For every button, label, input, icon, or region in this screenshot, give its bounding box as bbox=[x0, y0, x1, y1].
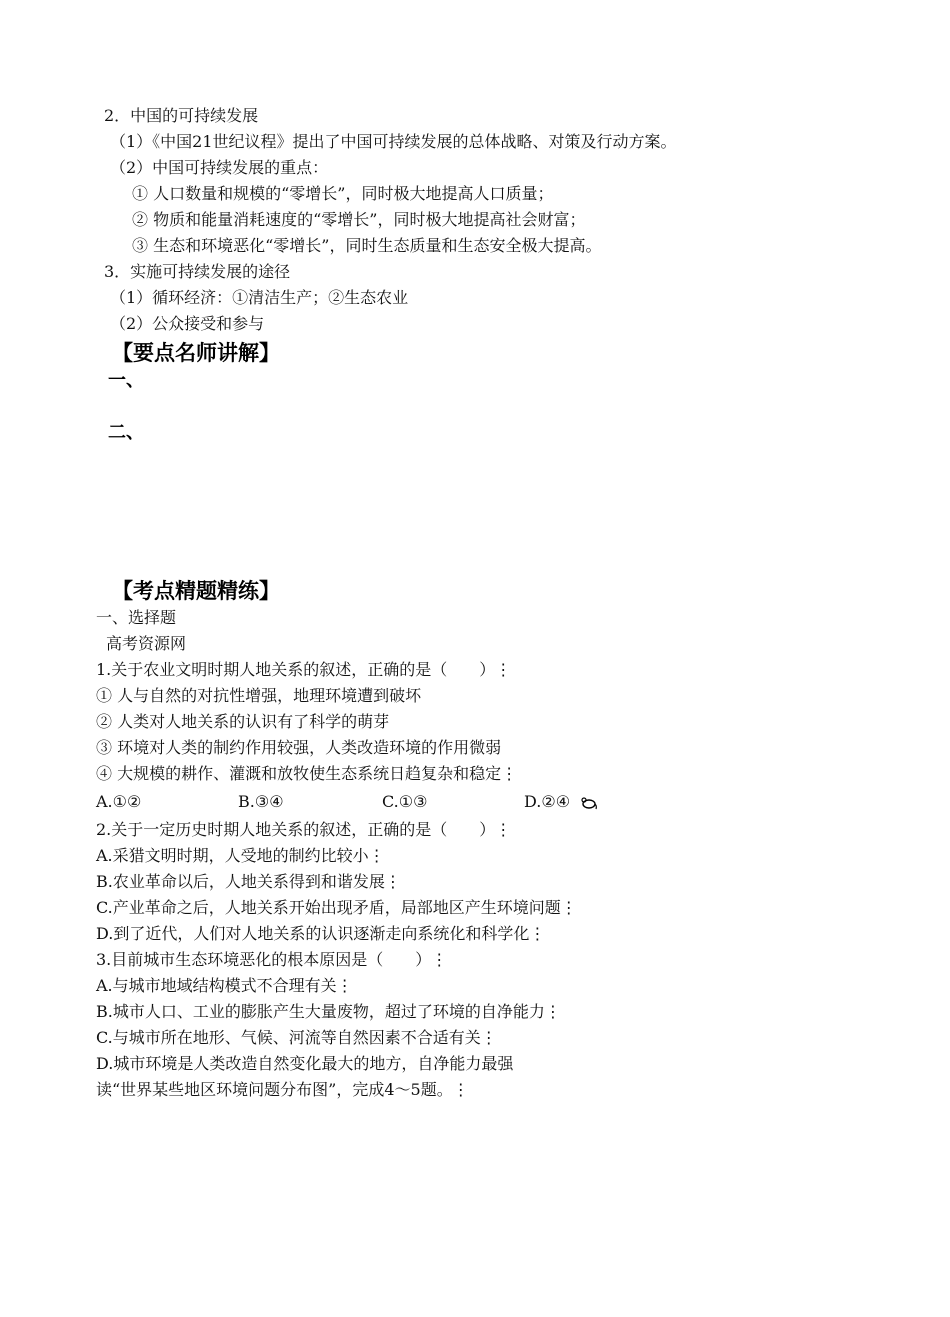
q1-statement3: ③ 环境对人类的制约作用较强，人类改造环境的作用微弱 bbox=[96, 738, 502, 757]
s2-point3: ③ 生态和环境恶化“零增长”，同时生态质量和生态安全极大提高。 bbox=[132, 236, 602, 255]
q3-option-a: A.与城市地域结构模式不合理有关⋮ bbox=[96, 976, 353, 995]
s2-point2: ② 物质和能量消耗速度的“零增长”，同时极大地提高社会财富； bbox=[132, 210, 586, 229]
q2-stem: 2.关于一定历史时期人地关系的叙述，正确的是（ ）⋮ bbox=[96, 820, 512, 839]
q2-option-a: A.采猎文明时期，人受地的制约比较小⋮ bbox=[96, 846, 385, 865]
source-label: 高考资源网 bbox=[106, 634, 187, 653]
marker: ⋮ bbox=[544, 1002, 561, 1021]
q1-option-a: A.①② bbox=[96, 792, 142, 811]
s2-item2: （2）中国可持续发展的重点： bbox=[110, 158, 329, 177]
q1-option-c: C.①③ bbox=[382, 792, 428, 811]
s3-item2: （2）公众接受和参与 bbox=[110, 314, 265, 333]
practice-section-title: 一、选择题 bbox=[96, 608, 177, 627]
marker: ⋮ bbox=[495, 660, 512, 679]
q3-option-c: C.与城市所在地形、气候、河流等自然因素不合适有关⋮ bbox=[96, 1028, 497, 1047]
marker: ⋮ bbox=[452, 1080, 469, 1099]
marker: ⋮ bbox=[336, 976, 353, 995]
marker: ⋮ bbox=[495, 820, 512, 839]
section2-title: 2．中国的可持续发展 bbox=[104, 106, 259, 125]
mouse-logo-icon bbox=[580, 796, 598, 810]
s3-item1: （1）循环经济：①清洁生产；②生态农业 bbox=[110, 288, 409, 307]
q1-statement1: ① 人与自然的对抗性增强，地理环境遭到破坏 bbox=[96, 686, 422, 705]
lecture-part1: 一、 bbox=[108, 370, 144, 391]
marker: ⋮ bbox=[431, 950, 448, 969]
q1-option-d: D.②④ bbox=[524, 792, 571, 811]
marker: ⋮ bbox=[384, 872, 401, 891]
practice-heading: 【考点精题精练】 bbox=[112, 579, 280, 603]
s2-point1: ① 人口数量和规模的“零增长”，同时极大地提高人口质量； bbox=[132, 184, 554, 203]
lecture-heading: 【要点名师讲解】 bbox=[112, 341, 280, 365]
q3-option-b: B.城市人口、工业的膨胀产生大量废物，超过了环境的自净能力⋮ bbox=[96, 1002, 561, 1021]
q1-statement4: ④ 大规模的耕作、灌溉和放牧使生态系统日趋复杂和稳定⋮ bbox=[96, 764, 518, 783]
reading-prompt: 读“世界某些地区环境问题分布图”，完成4～5题。⋮ bbox=[96, 1080, 469, 1099]
q1-stem: 1.关于农业文明时期人地关系的叙述，正确的是（ ）⋮ bbox=[96, 660, 512, 679]
q3-stem: 3.目前城市生态环境恶化的根本原因是（ ）⋮ bbox=[96, 950, 448, 969]
q1-option-b: B.③④ bbox=[238, 792, 284, 811]
q3-option-d: D.城市环境是人类改造自然变化最大的地方，自净能力最强 bbox=[96, 1054, 514, 1073]
q2-option-d: D.到了近代，人们对人地关系的认识逐渐走向系统化和科学化⋮ bbox=[96, 924, 546, 943]
q1-statement2: ② 人类对人地关系的认识有了科学的萌芽 bbox=[96, 712, 390, 731]
section3-title: 3．实施可持续发展的途径 bbox=[104, 262, 291, 281]
s2-item1: （1）《中国21世纪议程》提出了中国可持续发展的总体战略、对策及行动方案。 bbox=[110, 132, 677, 151]
marker: ⋮ bbox=[480, 1028, 497, 1047]
marker: ⋮ bbox=[529, 924, 546, 943]
lecture-part2: 二、 bbox=[108, 422, 144, 443]
marker: ⋮ bbox=[560, 898, 577, 917]
q2-option-b: B.农业革命以后，人地关系得到和谐发展⋮ bbox=[96, 872, 401, 891]
marker: ⋮ bbox=[501, 764, 518, 783]
q2-option-c: C.产业革命之后，人地关系开始出现矛盾，局部地区产生环境问题⋮ bbox=[96, 898, 577, 917]
marker: ⋮ bbox=[368, 846, 385, 865]
